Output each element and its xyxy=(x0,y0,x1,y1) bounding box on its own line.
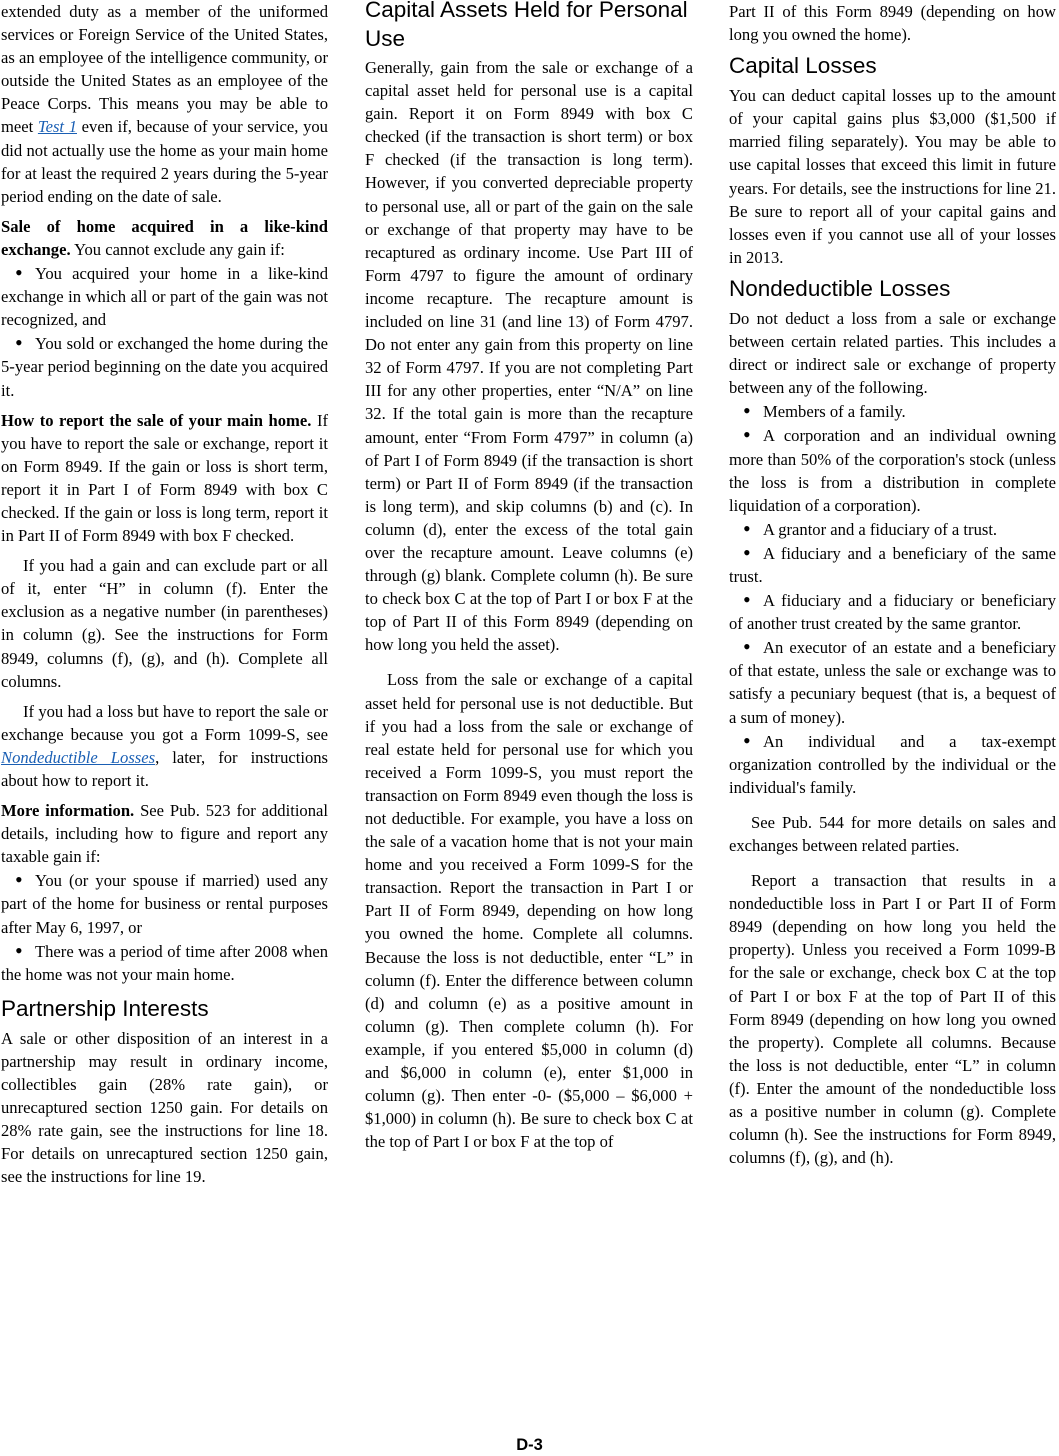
related-party-bullet: • A corporation and an individual owning more than 50% of the corporation's stock (unless the loss is from a distribution in complete liquidation of a corporation). xyxy=(729,423,1056,516)
like-kind-bullet-1: • You acquired your home in a like-kind exchange in which all or part of the gain was not recognized, and xyxy=(1,261,328,331)
report-nondeductible-paragraph: Report a transaction that results in a nondeductible loss in Part I or Part II of Form 8949 (depending on how long you held the property). Unless you received a Form 1099-B for the sale or exchange, check box C at the top of Part I or box F at the top of Part II of this Form 8949 (depending on how long you owned the property). Complete all columns. Because the loss is not deductible, enter “L” in column (f). Enter the amount of the nondeductible loss as a positive number in column (g). Complete column (h). See the instructions for Form 8949, columns (f), (g), and (h). xyxy=(729,871,1056,1168)
like-kind-heading: Sale of home acquired in a like-kind exchange. xyxy=(1,216,328,259)
like-kind-paragraph: Sale of home acquired in a like-kind exchange. You cannot exclude any gain if: xyxy=(1,216,328,259)
page-number: D-3 xyxy=(516,1436,543,1454)
test-1-link[interactable]: Test 1 xyxy=(37,117,77,137)
more-info-bullet-1: • You (or your spouse if married) used any part of the home for business or rental purposes after May 6, 1997, or xyxy=(1,868,328,938)
capital-losses-heading: Capital Losses xyxy=(729,53,877,79)
more-information-paragraph: More information. See Pub. 523 for additional details, including how to figure and report any taxable gain if: xyxy=(1,801,328,867)
related-party-bullet: • Members of a family. xyxy=(729,399,1056,423)
related-party-bullet: • A grantor and a fiduciary of a trust. xyxy=(729,517,1056,541)
capital-assets-paragraph-1: Generally, gain from the sale or exchange of a capital asset held for personal use is a capital gain. Report it on Form 8949 with box C checked (if the transaction is short term) or box F checked (if the transaction is long term). However, if you converted depreciable property to personal use, all or part of the gain on the sale or exchange of that property may have to be recaptured as ordinary income. Use Part III of Form 4797 to figure the amount of ordinary income recapture. The recapture amount is included on line 31 (and line 13) of Form 4797. Do not enter any gain from this property on line 32 of Form 4797. If you are not completing Part III for any other properties, enter “N/A” on line 32. If the total gain is more than the recapture amount, enter “From Form 4797” in column (a) of Part I of Form 8949 (if the transaction is short term) or Part II of Form 8949 (if the transaction is long term), and skip columns (b) and (c). In column (d), enter the excess of the total gain over the recapture amount. Leave columns (e) through (g) blank. Complete column (h). Be sure to check box C at the top of Part I or box F at the top of Part II of this Form 8949 (depending on how long you held the asset). xyxy=(365,58,693,655)
partnership-interests-heading: Partnership Interests xyxy=(1,995,209,1021)
capital-losses-paragraph: You can deduct capital losses up to the amount of your capital gains plus $3,000 ($1,500 if married filing separately). You may be able to use capital losses that exceed this limit in future years. For details, see the instructions for line 21. Be sure to report all of your capital gains and losses even if you cannot use all of your losses in 2013. xyxy=(729,86,1056,267)
more-info-bullet-2: • There was a period of time after 2008 when the home was not your main home. xyxy=(1,939,328,986)
continued-paragraph: Part II of this Form 8949 (depending on how long you owned the home). xyxy=(729,2,1056,45)
related-party-bullet: • An executor of an estate and a beneficiary of that estate, unless the sale or exchange was to satisfy a pecuniary bequest (that is, a bequest of a sum of money). xyxy=(729,635,1056,728)
nondeductible-losses-paragraph: Do not deduct a loss from a sale or exchange between certain related parties. This includes a direct or indirect sale or exchange of property between any of the following. xyxy=(729,308,1056,398)
related-party-bullet: • A fiduciary and a beneficiary of the same trust. xyxy=(729,541,1056,588)
more-information-heading: More information. xyxy=(1,801,135,821)
capital-assets-paragraph-2: Loss from the sale or exchange of a capital asset held for personal use is not deductible. But if you had a loss from the sale or exchange of real estate held for personal use for which you received a Form 1099-S, you must report the transaction on Form 8949 even though the loss is not deductible. For example, you have a loss on the sale of a vacation home that is not your main home and you received a Form 1099-S for the transaction. Report the transaction in Part I or Part II of Form 8949, depending on how long you owned the home. Complete all columns. Because the loss is not deductible, enter “L” in column (f). Enter the difference between column (d) and column (e) as a positive amount in column (g). Then complete column (h). For example, if you entered $5,000 in column (d) and $6,000 in column (e), enter $1,000 in column (g). Then enter -0- ($5,000 – $6,000 + $1,000) in column (h). Be sure to check box C at the top of Part I or box F at the top of xyxy=(365,670,693,1152)
partnership-interests-paragraph: A sale or other disposition of an interest in a partnership may result in ordinary income, collectibles gain (28% rate gain), or unrecaptured section 1250 gain. For details on 28% rate gain, see the instructions for line 18. For details on unrecaptured section 1250 gain, see the instructions for line 19. xyxy=(1,1028,328,1187)
related-party-bullet: • A fiduciary and a fiduciary or beneficiary of another trust created by the same grantor. xyxy=(729,588,1056,635)
nondeductible-losses-link[interactable]: Nondeductible Losses xyxy=(1,747,156,767)
like-kind-bullet-2: • You sold or exchanged the home during the 5-year period beginning on the date you acquired it. xyxy=(1,331,328,401)
how-to-report-paragraph: How to report the sale of your main home. If you have to report the sale or exchange, report it on Form 8949. If the gain or loss is short term, report it in Part I of Form 8949 with box C checked. If the gain or loss is long term, report it in Part II of Form 8949 with box F checked. xyxy=(1,410,328,546)
nondeductible-losses-heading: Nondeductible Losses xyxy=(729,275,951,301)
column-right xyxy=(729,0,1056,1169)
gain-exclusion-paragraph: If you had a gain and can exclude part or all of it, enter “H” in column (f). Enter the exclusion as a negative number (in parentheses) in column (g). See the instructions for Form 8949, columns (f), (g), and (h). Complete all columns. xyxy=(1,556,328,691)
loss-report-paragraph: If you had a loss but have to report the sale or exchange because you got a Form 1099-S, see Nondeductible Losses, later, for instructions about how to report it. xyxy=(1,701,329,790)
column-middle xyxy=(365,0,693,1153)
how-to-report-heading: How to report the sale of your main home. xyxy=(1,410,312,430)
related-party-bullet: • An individual and a tax-exempt organization controlled by the individual or the individual's family. xyxy=(729,729,1056,799)
paragraph-extended-duty: extended duty as a member of the uniformed services or Foreign Service of the United States, as an employee of the intelligence community, or outside the United States as an employee of the Peace Corps. This means you may be able to meet Test 1 even if, because of your service, you did not actually use the home as your main home for at least the required 2 years during the 5-year period ending on the date of sale. xyxy=(1,2,329,206)
pub-544-paragraph: See Pub. 544 for more details on sales and exchanges between related parties. xyxy=(729,812,1056,855)
column-left xyxy=(1,0,328,1189)
capital-assets-personal-use-heading: Capital Assets Held for Personal Use xyxy=(365,0,688,51)
